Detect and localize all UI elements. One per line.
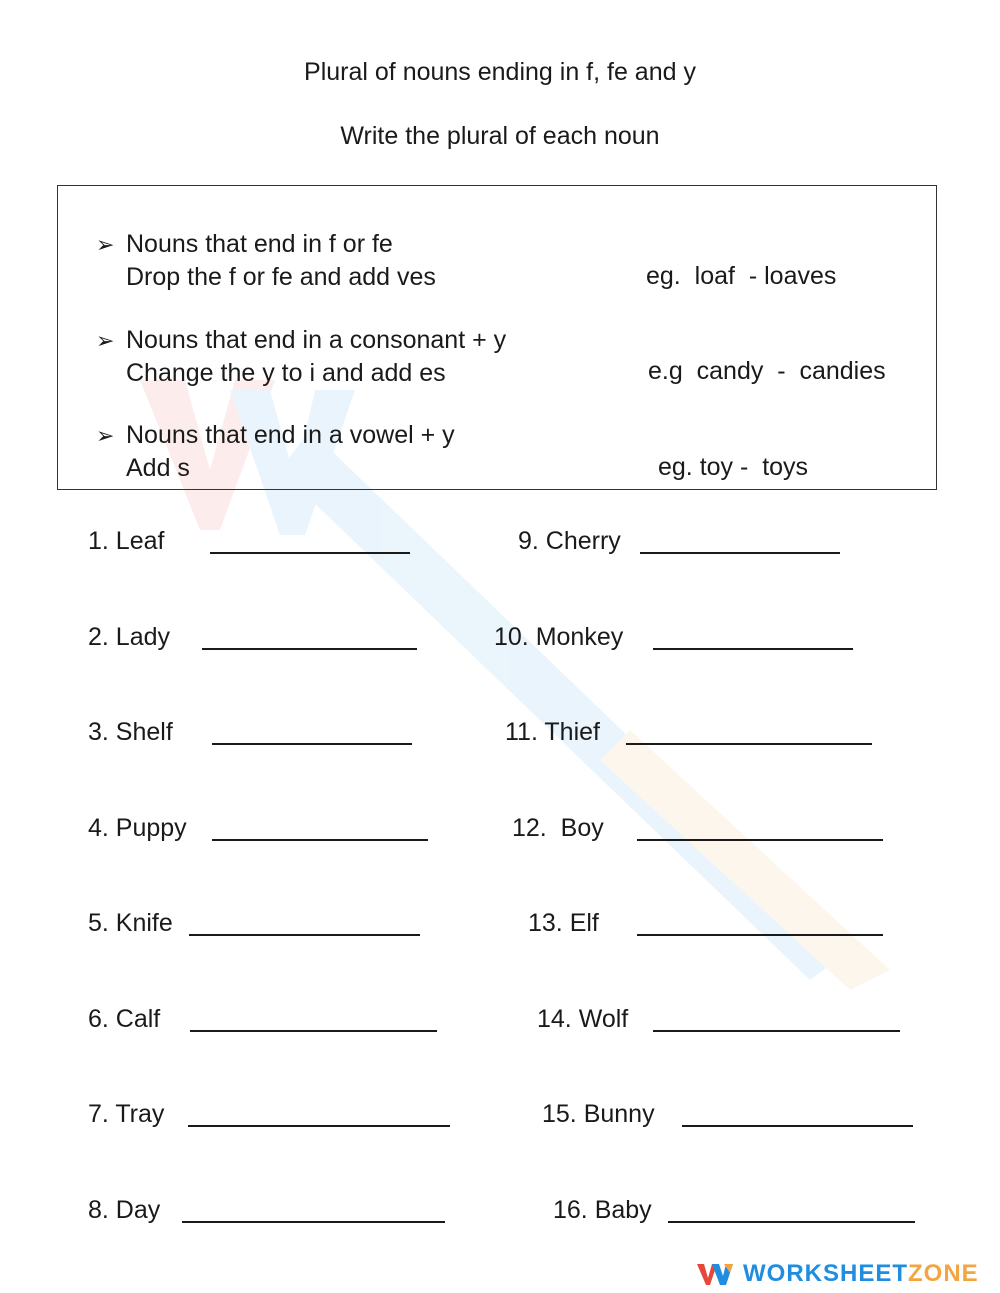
noun-label: 15. Bunny [542,1100,655,1128]
noun-label: 7. Tray [88,1100,165,1128]
answer-blank[interactable] [188,1125,450,1127]
rule-instruction: Change the y to i and add es [126,359,446,387]
rules-box [57,185,937,490]
answer-blank[interactable] [202,648,417,650]
answer-blank[interactable] [182,1221,445,1223]
rule-instruction: Drop the f or fe and add ves [126,263,436,291]
page-title: Plural of nouns ending in f, fe and y [304,58,696,86]
rule-example: eg. loaf - loaves [646,262,837,290]
page-subtitle: Write the plural of each noun [340,122,660,150]
noun-label: 1. Leaf [88,527,165,555]
noun-label: 16. Baby [553,1196,652,1224]
rule-example: eg. toy - toys [658,453,809,481]
brand-part1: WORKSHEET [743,1260,908,1287]
answer-blank[interactable] [210,552,410,554]
answer-blank[interactable] [653,648,853,650]
rule-f-fe [96,228,436,293]
rule-vowel-y [96,419,455,484]
noun-label: 8. Day [88,1196,161,1224]
rule-example: e.g candy - candies [648,357,886,385]
answer-blank[interactable] [212,743,412,745]
answer-blank[interactable] [682,1125,913,1127]
rule-instruction: Add s [126,454,190,482]
arrowhead-icon: ➢ [96,423,115,448]
brand-part2: ZONE [908,1260,979,1287]
noun-label: 12. Boy [512,814,604,842]
arrowhead-icon: ➢ [96,328,115,353]
brand-wordmark [743,1260,979,1288]
answer-blank[interactable] [212,839,428,841]
answer-blank[interactable] [190,1030,437,1032]
rule-consonant-y [96,324,506,389]
answer-blank[interactable] [189,934,420,936]
noun-label: 14. Wolf [537,1005,629,1033]
answer-blank[interactable] [637,934,883,936]
noun-label: 11. Thief [505,718,600,746]
noun-label: 10. Monkey [494,623,624,651]
arrowhead-icon: ➢ [96,232,115,257]
rule-heading: Nouns that end in a vowel + y [126,421,455,449]
rule-heading: Nouns that end in f or fe [126,230,393,258]
answer-blank[interactable] [626,743,872,745]
answer-blank[interactable] [640,552,840,554]
answer-blank[interactable] [668,1221,915,1223]
noun-label: 2. Lady [88,623,171,651]
noun-label: 5. Knife [88,909,173,937]
worksheetzone-logo[interactable] [695,1258,979,1290]
noun-label: 4. Puppy [88,814,187,842]
noun-label: 3. Shelf [88,718,173,746]
noun-label: 9. Cherry [518,527,621,555]
worksheetzone-w-icon [695,1260,735,1288]
answer-blank[interactable] [637,839,883,841]
answer-blank[interactable] [653,1030,900,1032]
noun-label: 6. Calf [88,1005,161,1033]
rule-heading: Nouns that end in a consonant + y [126,326,507,354]
noun-label: 13. Elf [528,909,599,937]
